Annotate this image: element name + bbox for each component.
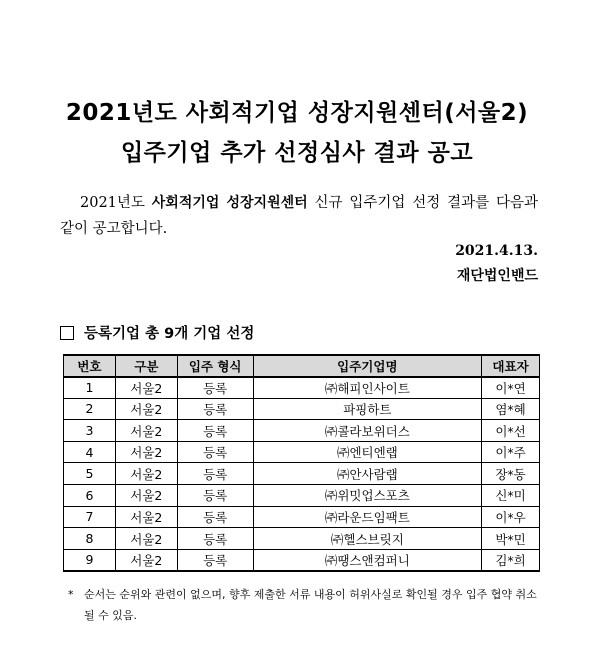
cell-tenancy-type: 등록 (177, 441, 253, 463)
cell-tenancy-type: 등록 (177, 528, 253, 550)
table-row (64, 420, 540, 442)
cell-company-name: ㈜안사람랩 (253, 463, 481, 485)
cell-category: 서울2 (115, 377, 177, 399)
cell-number: 6 (64, 485, 116, 507)
table-row (64, 463, 540, 485)
cell-category: 서울2 (115, 398, 177, 420)
header-tenancy-type: 입주 형식 (177, 355, 253, 377)
cell-tenancy-type: 등록 (177, 398, 253, 420)
cell-category: 서울2 (115, 528, 177, 550)
cell-company-name: ㈜콜라보위더스 (253, 420, 481, 442)
cell-number: 9 (64, 549, 116, 571)
header-company-name: 입주기업명 (253, 355, 481, 377)
cell-tenancy-type: 등록 (177, 549, 253, 571)
header-category: 구분 (115, 355, 177, 377)
table-row (64, 506, 540, 528)
cell-company-name: ㈜라운드임팩트 (253, 506, 481, 528)
footnote-marker: * (68, 588, 74, 601)
footnote-line-2: 될 수 있음. (84, 609, 137, 622)
cell-representative: 이*우 (482, 506, 540, 528)
table-row (64, 549, 540, 571)
cell-company-name: ㈜위밋업스포츠 (253, 485, 481, 507)
cell-category: 서울2 (115, 420, 177, 442)
checkbox-square-icon (60, 326, 74, 340)
cell-representative: 신*미 (482, 485, 540, 507)
selected-companies-table (63, 354, 540, 572)
table-row (64, 398, 540, 420)
cell-category: 서울2 (115, 463, 177, 485)
cell-category: 서울2 (115, 485, 177, 507)
cell-company-name: ㈜땡스앤컴퍼니 (253, 549, 481, 571)
cell-number: 8 (64, 528, 116, 550)
cell-number: 3 (64, 420, 116, 442)
footnote (68, 584, 540, 626)
table-row (64, 441, 540, 463)
announcement-date: 2021.4.13. (455, 243, 538, 259)
section-heading (60, 322, 254, 343)
cell-representative: 김*희 (482, 549, 540, 571)
cell-number: 5 (64, 463, 116, 485)
cell-number: 2 (64, 398, 116, 420)
intro-text-bold: 사회적기업 성장지원센터 (151, 195, 308, 211)
cell-tenancy-type: 등록 (177, 377, 253, 399)
cell-tenancy-type: 등록 (177, 485, 253, 507)
cell-number: 1 (64, 377, 116, 399)
cell-category: 서울2 (115, 506, 177, 528)
section-title: 등록기업 총 9개 기업 선정 (84, 326, 255, 342)
table-row (64, 377, 540, 399)
table-header-row (64, 355, 540, 377)
cell-representative: 박*민 (482, 528, 540, 550)
cell-representative: 이*선 (482, 420, 540, 442)
cell-company-name: ㈜해피인사이트 (253, 377, 481, 399)
table-body (64, 377, 540, 571)
cell-category: 서울2 (115, 441, 177, 463)
cell-company-name: ㈜헬스브릿지 (253, 528, 481, 550)
cell-number: 4 (64, 441, 116, 463)
intro-text-pre: 2021년도 (80, 195, 152, 211)
cell-tenancy-type: 등록 (177, 506, 253, 528)
header-number: 번호 (64, 355, 116, 377)
page-title: 2021년도 사회적기업 성장지원센터(서울2) (65, 100, 529, 126)
cell-representative: 염*혜 (482, 398, 540, 420)
cell-representative: 이*연 (482, 377, 540, 399)
table-row (64, 485, 540, 507)
cell-number: 7 (64, 506, 116, 528)
cell-category: 서울2 (115, 549, 177, 571)
organization-name: 재단법인밴드 (456, 268, 538, 284)
cell-company-name: ㈜엔티엔랩 (253, 441, 481, 463)
cell-tenancy-type: 등록 (177, 420, 253, 442)
page-subtitle: 입주기업 추가 선정심사 결과 공고 (120, 140, 474, 166)
intro-text-post: 신규 입주기업 선정 결과를 다음과 같이 공고합니다. (60, 195, 538, 237)
footnote-text-1: 순서는 순위와 관련이 없으며, 향후 제출한 서류 내용이 허위사실로 확인될 경우 입주 협약 취소 (84, 588, 537, 601)
cell-tenancy-type: 등록 (177, 463, 253, 485)
cell-representative: 이*주 (482, 441, 540, 463)
header-representative: 대표자 (482, 355, 540, 377)
cell-company-name: 파핑하트 (253, 398, 481, 420)
intro-paragraph (60, 190, 538, 242)
footnote-line-1 (68, 584, 540, 605)
cell-representative: 장*동 (482, 463, 540, 485)
table-row (64, 528, 540, 550)
